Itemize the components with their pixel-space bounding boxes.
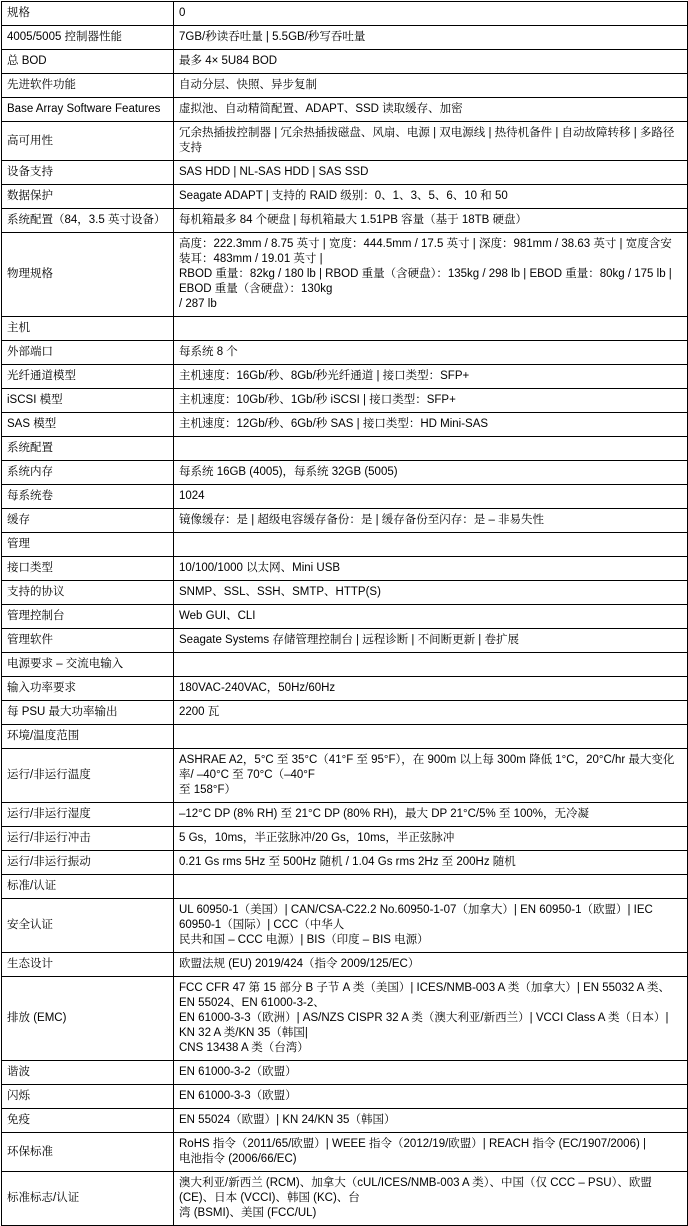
table-row	[2, 509, 688, 533]
table-row	[2, 677, 688, 701]
row-value-line: 湾 (BSMI)、美国 (FCC/UL)	[179, 1207, 317, 1219]
table-row	[2, 365, 688, 389]
row-label: 运行/非运行冲击	[2, 827, 174, 851]
row-value	[174, 899, 688, 953]
row-label: 接口类型	[2, 557, 174, 581]
row-label: 物理规格	[2, 233, 174, 317]
row-label: 光纤通道模型	[2, 365, 174, 389]
row-value: 5 Gs，10ms，半正弦脉冲/20 Gs，10ms，半正弦脉冲	[174, 827, 688, 851]
table-row	[2, 851, 688, 875]
table-row	[2, 899, 688, 953]
row-value	[174, 977, 688, 1061]
row-value	[174, 437, 688, 461]
row-value: Web GUI、CLI	[174, 605, 688, 629]
table-row	[2, 1085, 688, 1109]
row-value: 0	[174, 2, 688, 26]
table-row	[2, 653, 688, 677]
row-label: 每系统卷	[2, 485, 174, 509]
row-value-line: EN 61000-3-3（欧洲）| AS/NZS CISPR 32 A 类（澳大利亚/新西兰）| VCCI Class A 类（日本）| KN 32 A 类/KN 35（韩国|	[179, 1012, 669, 1039]
row-label: 缓存	[2, 509, 174, 533]
table-row	[2, 98, 688, 122]
row-value	[174, 875, 688, 899]
table-row	[2, 953, 688, 977]
row-label: SAS 模型	[2, 413, 174, 437]
row-value: SNMP、SSL、SSH、SMTP、HTTP(S)	[174, 581, 688, 605]
row-value: 7GB/秒读吞吐量 | 5.5GB/秒写吞吐量	[174, 26, 688, 50]
row-value-line: 民共和国 – CCC 电源）| BIS（印度 – BIS 电源）	[179, 934, 429, 946]
table-row	[2, 413, 688, 437]
row-label: 电源要求 – 交流电输入	[2, 653, 174, 677]
table-row	[2, 485, 688, 509]
table-row	[2, 725, 688, 749]
row-value	[174, 749, 688, 803]
row-label: 支持的协议	[2, 581, 174, 605]
table-row	[2, 629, 688, 653]
table-row	[2, 461, 688, 485]
row-label: 环境/温度范围	[2, 725, 174, 749]
specifications-table	[1, 1, 688, 1226]
table-row	[2, 209, 688, 233]
row-label: 规格	[2, 2, 174, 26]
row-value-line: / 287 lb	[179, 298, 217, 310]
row-value-line: UL 60950-1（美国）| CAN/CSA-C22.2 No.60950-1-07（加拿大）| EN 60950-1（欧盟）| IEC 60950-1（国际）| CCC（中华人	[179, 904, 653, 931]
table-row	[2, 701, 688, 725]
table-row	[2, 875, 688, 899]
table-row	[2, 389, 688, 413]
row-value-line: 高度：222.3mm / 8.75 英寸 | 宽度：444.5mm / 17.5 英寸 | 深度：981mm / 38.63 英寸 | 宽度含安装耳：483mm / 19.01 英寸 |	[179, 238, 672, 265]
row-value: Seagate ADAPT | 支持的 RAID 级别：0、1、3、5、6、10 和 50	[174, 185, 688, 209]
table-row	[2, 122, 688, 161]
row-value: 冗余热插拔控制器 | 冗余热插拔磁盘、风扇、电源 | 双电源线 | 热待机备件 | 自动故障转移 | 多路径支持	[174, 122, 688, 161]
row-label: 闪烁	[2, 1085, 174, 1109]
row-value: Seagate Systems 存储管理控制台 | 远程诊断 | 不间断更新 | 卷扩展	[174, 629, 688, 653]
row-label: 排放 (EMC)	[2, 977, 174, 1061]
table-row	[2, 2, 688, 26]
table-row	[2, 749, 688, 803]
row-value: 自动分层、快照、异步复制	[174, 74, 688, 98]
table-row	[2, 977, 688, 1061]
row-value-line: FCC CFR 47 第 15 部分 B 子节 A 类（美国）| ICES/NMB-003 A 类（加拿大）| EN 55032 A 类、EN 55024、EN 61000-3-2、	[179, 982, 671, 1009]
table-row	[2, 1109, 688, 1133]
row-label: 安全认证	[2, 899, 174, 953]
row-value: SAS HDD | NL-SAS HDD | SAS SSD	[174, 161, 688, 185]
table-row	[2, 26, 688, 50]
row-value	[174, 317, 688, 341]
row-label: Base Array Software Features	[2, 98, 174, 122]
row-label: 每 PSU 最大功率输出	[2, 701, 174, 725]
row-value-line: CNS 13438 A 类（台湾）	[179, 1042, 309, 1054]
row-label: 管理控制台	[2, 605, 174, 629]
row-value-line: ASHRAE A2，5°C 至 35°C（41°F 至 95°F），在 900m 以上每 300m 降低 1°C，20°C/hr 最大变化率/ –40°C 至 70°C（–40°F	[179, 754, 675, 781]
row-value: 主机速度：12Gb/秒、6Gb/秒 SAS | 接口类型：HD Mini-SAS	[174, 413, 688, 437]
row-label: 系统内存	[2, 461, 174, 485]
row-value: 1024	[174, 485, 688, 509]
row-label: 主机	[2, 317, 174, 341]
row-label: 总 BOD	[2, 50, 174, 74]
row-value	[174, 725, 688, 749]
row-label: 设备支持	[2, 161, 174, 185]
row-label: 数据保护	[2, 185, 174, 209]
row-label: 生态设计	[2, 953, 174, 977]
row-label: 4005/5005 控制器性能	[2, 26, 174, 50]
row-value	[174, 233, 688, 317]
row-value-line: 澳大利亚/新西兰 (RCM)、加拿大（cUL/ICES/NMB-003 A 类）、中国（仅 CCC – PSU）、欧盟 (CE)、日本 (VCCI)、韩国 (KC)、台	[179, 1177, 652, 1204]
table-row	[2, 827, 688, 851]
table-row	[2, 557, 688, 581]
row-label: 输入功率要求	[2, 677, 174, 701]
table-row	[2, 341, 688, 365]
row-value-line: RoHS 指令（2011/65/欧盟）| WEEE 指令（2012/19/欧盟）| REACH 指令 (EC/1907/2006) |	[179, 1138, 646, 1150]
table-row	[2, 803, 688, 827]
row-label: 免疫	[2, 1109, 174, 1133]
row-value	[174, 533, 688, 557]
row-value: 虚拟池、自动精简配置、ADAPT、SSD 读取缓存、加密	[174, 98, 688, 122]
row-value: 每系统 16GB (4005)，每系统 32GB (5005)	[174, 461, 688, 485]
row-value: EN 61000-3-3（欧盟）	[174, 1085, 688, 1109]
table-row	[2, 437, 688, 461]
row-value: 欧盟法规 (EU) 2019/424（指令 2009/125/EC）	[174, 953, 688, 977]
row-label: 运行/非运行湿度	[2, 803, 174, 827]
table-row	[2, 74, 688, 98]
row-value	[174, 1172, 688, 1226]
table-row	[2, 605, 688, 629]
row-value	[174, 1133, 688, 1172]
table-row	[2, 533, 688, 557]
row-label: 标准/认证	[2, 875, 174, 899]
row-value: EN 61000-3-2（欧盟）	[174, 1061, 688, 1085]
row-value: EN 55024（欧盟）| KN 24/KN 35（韩国）	[174, 1109, 688, 1133]
row-value: 镜像缓存：是 | 超级电容缓存备份：是 | 缓存备份至闪存：是 – 非易失性	[174, 509, 688, 533]
row-value: 2200 瓦	[174, 701, 688, 725]
row-value	[174, 653, 688, 677]
row-label: iSCSI 模型	[2, 389, 174, 413]
row-label: 运行/非运行温度	[2, 749, 174, 803]
row-label: 系统配置	[2, 437, 174, 461]
table-row	[2, 581, 688, 605]
row-value: 10/100/1000 以太网、Mini USB	[174, 557, 688, 581]
table-row	[2, 185, 688, 209]
row-value: 每系统 8 个	[174, 341, 688, 365]
row-value: 180VAC-240VAC，50Hz/60Hz	[174, 677, 688, 701]
row-value-line: 电池指令 (2006/66/EC)	[179, 1153, 297, 1165]
row-value-line: 至 158°F）	[179, 784, 237, 796]
table-row	[2, 233, 688, 317]
table-row	[2, 50, 688, 74]
row-value-line: RBOD 重量：82kg / 180 lb | RBOD 重量（含硬盘）：135kg / 298 lb | EBOD 重量：80kg / 175 lb | EBOD 重量（含硬盘）：130kg	[179, 268, 672, 295]
row-label: 先进软件功能	[2, 74, 174, 98]
row-label: 外部端口	[2, 341, 174, 365]
row-value: –12°C DP (8% RH) 至 21°C DP (80% RH)，最大 DP 21°C/5% 至 100%，无冷凝	[174, 803, 688, 827]
table-row	[2, 317, 688, 341]
row-label: 运行/非运行振动	[2, 851, 174, 875]
row-label: 环保标准	[2, 1133, 174, 1172]
row-label: 谐波	[2, 1061, 174, 1085]
table-row	[2, 1133, 688, 1172]
row-value: 主机速度：16Gb/秒、8Gb/秒光纤通道 | 接口类型：SFP+	[174, 365, 688, 389]
row-value: 主机速度：10Gb/秒、1Gb/秒 iSCSI | 接口类型：SFP+	[174, 389, 688, 413]
table-row	[2, 1172, 688, 1226]
row-label: 管理	[2, 533, 174, 557]
row-label: 系统配置（84，3.5 英寸设备）	[2, 209, 174, 233]
table-row	[2, 161, 688, 185]
row-value: 每机箱最多 84 个硬盘 | 每机箱最大 1.51PB 容量（基于 18TB 硬盘）	[174, 209, 688, 233]
row-label: 管理软件	[2, 629, 174, 653]
table-row	[2, 1061, 688, 1085]
specifications-table-body	[2, 2, 688, 1226]
row-value: 最多 4× 5U84 BOD	[174, 50, 688, 74]
row-label: 高可用性	[2, 122, 174, 161]
row-label: 标准标志/认证	[2, 1172, 174, 1226]
row-value: 0.21 Gs rms 5Hz 至 500Hz 随机 / 1.04 Gs rms 2Hz 至 200Hz 随机	[174, 851, 688, 875]
